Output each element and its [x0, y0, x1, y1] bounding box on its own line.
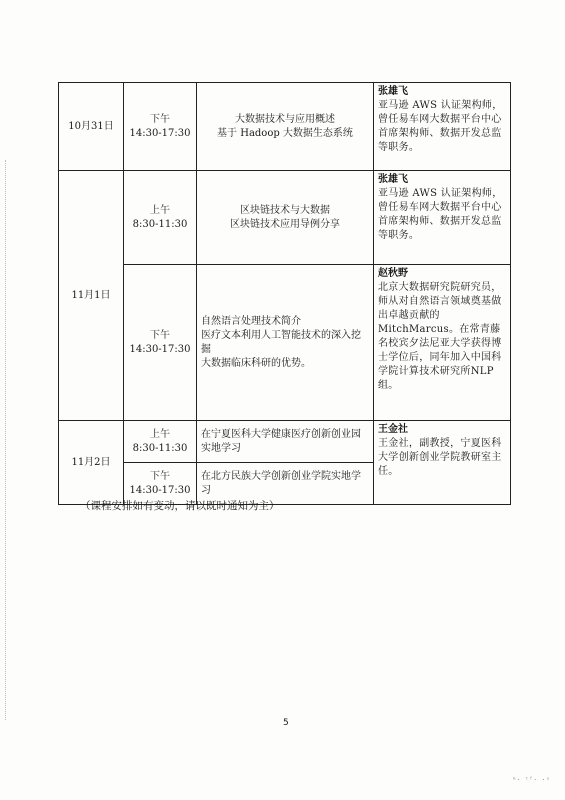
time-range: 8:30-11:30	[132, 442, 188, 454]
instructor-bio: 王金社，副教授，宁夏医科大学创新创业学院教研室主任。	[378, 438, 502, 477]
date-cell: 10月31日	[59, 83, 124, 171]
topic-line: 大数据临床科研的优势。	[201, 357, 311, 369]
instructor-name: 张雄飞	[378, 86, 408, 97]
instructor-bio: 亚马逊 AWS 认证架构师，曾任易车网大数据平台中心首席架构师、数据开发总监等职务。	[378, 188, 503, 241]
topic-cell	[197, 171, 374, 265]
page-number: 5	[283, 718, 289, 728]
instructor-cell	[374, 171, 511, 265]
topic-line: 医疗文本利用人工智能技术的深入挖掘	[201, 329, 361, 355]
topic-cell	[197, 265, 374, 421]
table-row	[59, 421, 511, 463]
margin-mark: ᵐ· ᵗᶠ· ·ˢ	[512, 776, 550, 784]
date-cell: 11月2日	[59, 421, 124, 505]
topic-line: 自然语言处理技术简介	[201, 315, 301, 327]
instructor-name: 张雄飞	[378, 174, 408, 185]
schedule-note: （课程安排如有变动，请以既时通知为主）	[80, 500, 280, 512]
time-range: 8:30-11:30	[132, 218, 188, 230]
period-label: 上午	[150, 428, 170, 440]
topic-line: 区块链技术应用导例分享	[230, 218, 340, 230]
time-cell	[124, 171, 197, 265]
period-label: 下午	[150, 329, 170, 341]
schedule-table	[58, 82, 511, 505]
instructor-cell	[374, 421, 511, 505]
instructor-cell	[374, 265, 511, 421]
time-cell	[124, 421, 197, 463]
topic-cell: 在宁夏医科大学健康医疗创新创业园实地学习	[197, 421, 374, 463]
time-range: 14:30-17:30	[129, 343, 191, 355]
instructor-bio: 北京大数据研究院研究员，师从对自然语言领域奠基做出卓越贡献的MitchMarcus。在常青藤名校宾夕法尼亚大学获得博士学位后，同年加入中国科学院计算技术研究所NLP组。	[378, 282, 502, 391]
time-cell	[124, 265, 197, 421]
scan-edge-mark	[5, 160, 10, 720]
topic-line: 区块链技术与大数据	[240, 204, 330, 216]
time-range: 14:30-17:30	[129, 127, 191, 139]
period-label: 上午	[150, 204, 170, 216]
period-label: 下午	[150, 470, 170, 482]
topic-cell	[197, 83, 374, 171]
topic-cell: 在北方民族大学创新创业学院实地学习	[197, 463, 374, 505]
instructor-cell	[374, 83, 511, 171]
instructor-bio: 亚马逊 AWS 认证架构师，曾任易车网大数据平台中心首席架构师、数据开发总监等职务。	[378, 100, 503, 153]
time-range: 14:30-17:30	[129, 484, 191, 496]
time-cell	[124, 83, 197, 171]
table-row	[59, 265, 511, 421]
topic-line: 基于 Hadoop 大数据生态系统	[217, 127, 353, 139]
instructor-name: 王金社	[378, 424, 408, 435]
table-row	[59, 171, 511, 265]
period-label: 下午	[150, 113, 170, 125]
topic-line: 大数据技术与应用概述	[235, 113, 335, 125]
instructor-name: 赵秋野	[378, 268, 408, 279]
table-row	[59, 83, 511, 171]
date-cell: 11月1日	[59, 171, 124, 421]
